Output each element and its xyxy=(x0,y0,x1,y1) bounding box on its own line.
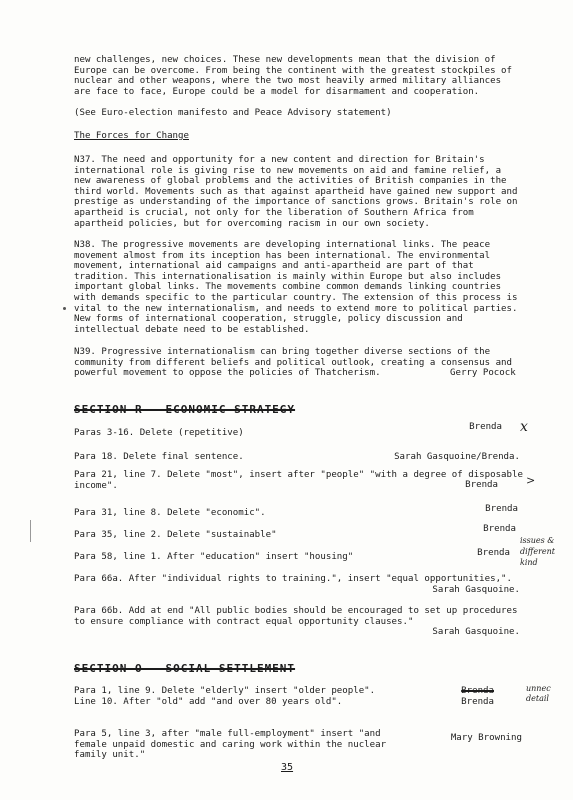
amendment-text: Para 66b. Add at end "All public bodies should be encouraged to set up procedures to ensure compliance with contract equal opportunity clauses." xyxy=(74,606,518,627)
n39-text: N39. Progressive internationalism can bring together diverse sections of the community from different beliefs and political outlook, creating a consensus and powerful movement to oppose the policies of Thatcherism. xyxy=(74,347,512,379)
amendment-r-6 xyxy=(74,548,524,563)
section-o-heading: SECTION O SOCIAL SETTLEMENT xyxy=(74,662,296,675)
amendment-r-4 xyxy=(74,504,524,519)
amendment-o-2 xyxy=(74,697,524,708)
amendment-mover: Brenda xyxy=(465,480,498,490)
amendment-text: Paras 3-16. Delete (repetitive) xyxy=(74,428,244,438)
section-r-heading: SECTION R ECONOMIC STRATEGY xyxy=(74,403,296,416)
amendment-mover: Brenda xyxy=(477,548,510,558)
amendment-o-1 xyxy=(74,686,524,697)
amendment-text: Para 66a. After "individual rights to training.", insert "equal opportunities,". xyxy=(74,574,512,584)
forces-heading: The Forces for Change xyxy=(74,131,189,141)
page-number: 35 xyxy=(281,762,294,773)
paragraph-n37: N37. The need and opportunity for a new content and direction for Britain's international role is giving rise to new movements on aid and famine relief, a new awareness of global problems and the activities of British companies in the third world. Movements such as that against apartheid have gained new support and prestige as understanding of the importance of sanctions grows. Britain's role on apartheid is crucial, not only for the liberation of Southern Africa from apartheid policies, but for overcoming racism in our own society. xyxy=(74,155,518,229)
amendment-mover: Brenda xyxy=(469,422,502,432)
amendment-text: Line 10. After "old" add "and over 80 years old". xyxy=(74,697,343,707)
amendment-r-3 xyxy=(74,470,524,491)
amendment-mover: Mary Browning xyxy=(450,733,522,743)
paragraph-n38: N38. The progressive movements are developing international links. The peace movement almost from its inception has been international. The environmental movement, international aid campaigns and anti-apartheid are part of that tradition. This internationalisation is mainly within Europe but also includes important global links. The movements combine common demands linking countries with demands specific to the particular country. The extension of this process is vital to the new internationalism, and needs to extend more to political parties. New forms of international cooperation, struggle, policy discussion and intellectual debate need to be established. xyxy=(74,240,518,335)
handwritten-margin-note: unnec detail xyxy=(526,684,551,703)
handwritten-x-mark: x xyxy=(520,419,528,435)
scan-mark xyxy=(30,520,31,542)
amendment-r-1 xyxy=(74,422,524,439)
amendment-text: Para 35, line 2. Delete "sustainable" xyxy=(74,530,277,540)
amendment-text: Para 18. Delete final sentence. xyxy=(74,452,244,462)
amendment-r-5 xyxy=(74,524,524,541)
handwritten-mark: > xyxy=(526,474,536,487)
handwritten-margin-note: issues & different kind xyxy=(520,536,556,567)
scan-speck xyxy=(63,307,66,310)
amendment-mover: Brenda xyxy=(461,686,494,696)
amendment-mover: Sarah Gasquoine/Brenda. xyxy=(394,452,520,462)
amendment-text: Para 21, line 7. Delete "most", insert after "people" "with a degree of disposable income". xyxy=(74,470,523,491)
amendment-text: Para 31, line 8. Delete "economic". xyxy=(74,508,266,518)
amendment-text: Para 58, line 1. After "education" insert "housing" xyxy=(74,552,354,562)
amendment-mover: Brenda xyxy=(483,524,516,534)
amendment-o-3 xyxy=(74,729,524,761)
n39-author: Gerry Pocock xyxy=(450,368,516,378)
amendment-text: Para 5, line 3, after "male full-employment" insert "and female unpaid domestic and caring work within the nuclear family unit." xyxy=(74,729,387,761)
amendment-text: Para 1, line 9. Delete "elderly" insert "older people". xyxy=(74,686,376,696)
amendment-mover: Brenda xyxy=(485,504,518,514)
amendment-r-2 xyxy=(74,452,524,463)
amendment-mover: Sarah Gasquoine. xyxy=(432,627,520,638)
amendment-mover: Sarah Gasquoine. xyxy=(432,584,520,595)
amendment-r-7 xyxy=(74,574,524,595)
amendment-r-8 xyxy=(74,606,524,638)
amendment-mover: Brenda xyxy=(461,697,494,707)
see-also-note: (See Euro-election manifesto and Peace Advisory statement) xyxy=(74,108,392,118)
intro-paragraph: new challenges, new choices. These new developments mean that the division of Europe can be overcome. From being the continent with the greatest stockpiles of nuclear and other weapons, where the two most heavily armed military alliances are face to face, Europe could be a model for disarmament and cooperation. xyxy=(74,55,512,97)
